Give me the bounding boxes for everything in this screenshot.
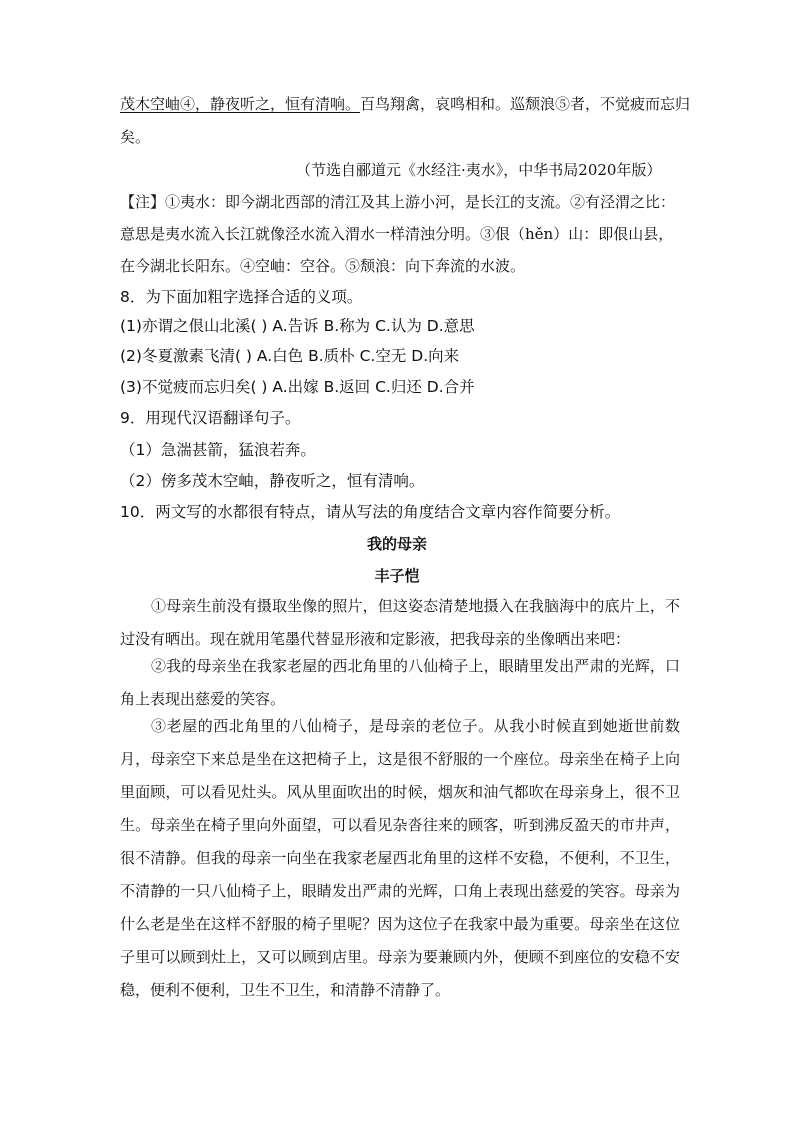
source-citation: （节选自郦道元《水经注·夷水》，中华书局2020年版） (296, 161, 662, 179)
essay-author: 丰子恺 (374, 567, 420, 585)
question-9-item-2: （2）傍多茂木空岫，静夜听之，恒有清响。 (120, 472, 425, 490)
passage-line-2: 矣。 (120, 128, 151, 146)
question-10-title: 10．两文写的水都很有特点，请从写法的角度结合文章内容作简要分析。 (120, 503, 621, 521)
underlined-sentence: 茂木空岫④，静夜听之，恒有清响。 (120, 95, 361, 113)
question-8-item-2: (2)冬夏激素飞清( ) A.白色 B.质朴 C.空无 D.向来 (120, 347, 460, 365)
essay-title: 我的母亲 (366, 535, 427, 553)
question-8-item-3: (3)不觉疲而忘归矣( ) A.出嫁 B.返回 C.归还 D.合并 (120, 378, 475, 396)
question-9-title: 9．用现代汉语翻译句子。 (120, 409, 301, 427)
essay-paragraph-2: ②我的母亲坐在我家老屋的西北角里的八仙椅子上，眼睛里发出严肃的光辉，口角上表现出慈爱的笑容。 (120, 657, 680, 708)
passage-line-1-rest: 百鸟翔禽，哀鸣相和。巡颓浪⑤者，不觉疲而忘归 (360, 95, 691, 113)
passage-line-1 (120, 94, 690, 114)
essay-paragraph-1: ①母亲生前没有摄取坐像的照片，但这姿态清楚地摄入在我脑海中的底片上，不过没有晒出。现在就用笔墨代替显形液和定影液，把我母亲的坐像晒出来吧： (120, 597, 680, 648)
note-line-1: 【注】①夷水：即今湖北西部的清江及其上游小河，是长江的支流。②有泾渭之比： (120, 193, 676, 211)
question-8-item-1: (1)亦谓之佷山北溪( ) A.告诉 B.称为 C.认为 D.意思 (120, 317, 475, 335)
essay-paragraph-3: ③老屋的西北角里的八仙椅子，是母亲的老位子。从我小时候直到她逝世前数月，母亲空下来总是坐在这把椅子上，这是很不舒服的一个座位。母亲坐在椅子上向里面顾，可以看见灶头。风从里面吹出的时候，烟灰和油气都吹在母亲身上，很不卫生。母亲坐在椅子里向外面望，可以看见杂沓往来的顾客，听到沸反盈天的市井声，很不清静。但我的母亲一向坐在我家老屋西北角里的这样不安稳，不便利，不卫生，不清静的一只八仙椅子上，眼睛发出严肃的光辉，口角上表现出慈爱的笑容。母亲为什么老是坐在这样不舒服的椅子里呢？因为这位子在我家中最为重要。母亲坐在这位子里可以顾到灶上，又可以顾到店里。母亲为要兼顾内外，便顾不到座位的安稳不安稳，便利不便利，卫生不卫生，和清静不清静了。 (120, 717, 680, 999)
question-9-item-1: （1）急湍甚箭，猛浪若奔。 (120, 441, 316, 459)
question-8-title: 8．为下面加粗字选择合适的义项。 (120, 288, 363, 306)
note-line-3: 在今湖北长阳东。④空岫：空谷。⑤颓浪：向下奔流的水波。 (120, 257, 526, 275)
note-line-2: 意思是夷水流入长江就像泾水流入渭水一样清浊分明。③佷（hěn）山：即佷山县， (120, 225, 674, 243)
